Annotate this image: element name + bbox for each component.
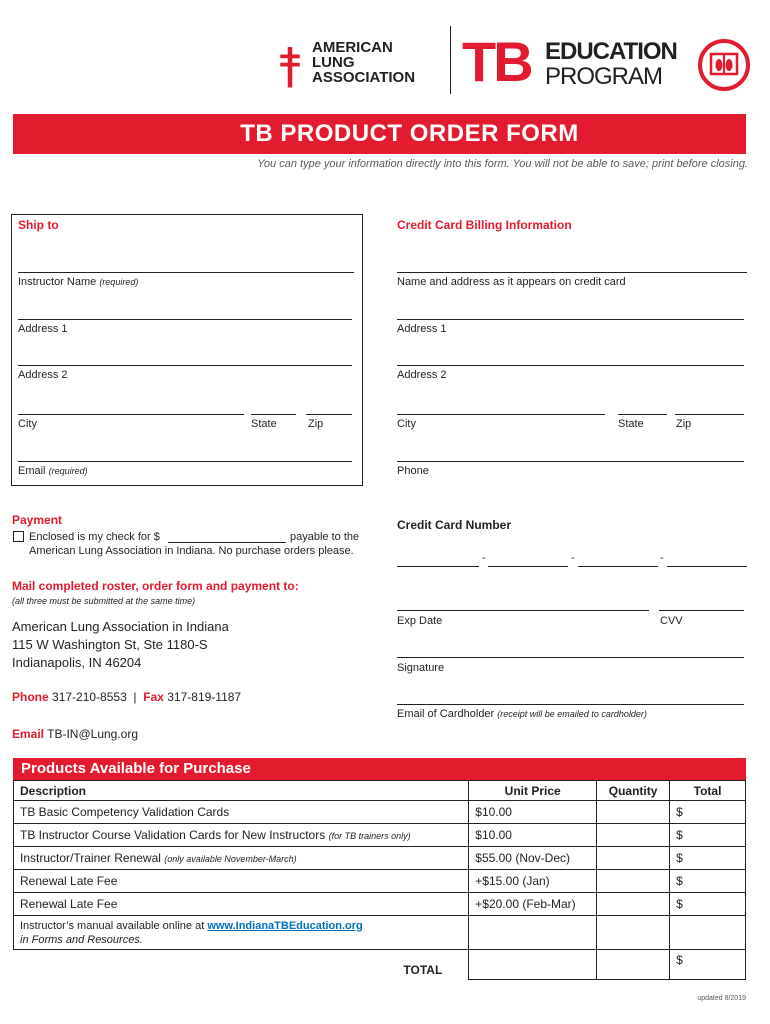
billing-zip-field[interactable]: [675, 414, 744, 415]
products-header-row: [14, 781, 746, 801]
row-total[interactable]: $: [670, 824, 746, 847]
cvv-field[interactable]: [659, 610, 744, 611]
exp-date-label: Exp Date: [397, 615, 443, 627]
card-number-heading: Credit Card Number: [397, 518, 512, 532]
tb-logo-education: EDUCATION: [545, 38, 677, 65]
row-description: Renewal Late Fee: [14, 870, 469, 893]
instructor-name-label: Instructor Name (required): [18, 276, 139, 288]
card-number-group2[interactable]: [488, 566, 568, 567]
col-quantity: Quantity: [597, 781, 670, 801]
card-number-group4[interactable]: [667, 566, 747, 567]
cardholder-email-field[interactable]: [397, 704, 744, 705]
billing-address1-field[interactable]: [397, 319, 744, 320]
ship-to-heading: Ship to: [18, 218, 59, 232]
mail-address: American Lung Association in Indiana 115 W Washington St, Ste 1180-S Indianapolis, IN 46204: [12, 619, 229, 670]
card-dash-1: -: [482, 552, 486, 564]
billing-name-field[interactable]: [397, 272, 747, 273]
billing-state-field[interactable]: [618, 414, 667, 415]
signature-field[interactable]: [397, 657, 744, 658]
table-row: [14, 847, 746, 870]
payment-heading: Payment: [12, 513, 63, 527]
col-description: Description: [14, 781, 469, 801]
billing-state-label: State: [618, 418, 644, 430]
ship-to-box: [11, 214, 363, 486]
billing-name-label: Name and address as it appears on credit card: [397, 276, 626, 288]
contact-email: Email TB-IN@Lung.org: [12, 727, 139, 741]
billing-address2-label: Address 2: [397, 369, 447, 381]
ala-wordmark: AMERICAN LUNG ASSOCIATION: [312, 39, 416, 86]
row-description: Renewal Late Fee: [14, 893, 469, 916]
ship-zip-label: Zip: [308, 418, 324, 430]
updated-date: updated 8/2019: [697, 995, 746, 1002]
mail-heading: Mail completed roster, order form and payment to:: [12, 579, 299, 593]
row-price: $10.00: [469, 801, 597, 824]
signature-label: Signature: [397, 662, 445, 674]
billing-zip-label: Zip: [676, 418, 692, 430]
row-quantity-input[interactable]: [597, 870, 670, 893]
row-total[interactable]: $: [670, 893, 746, 916]
total-label: TOTAL: [14, 950, 469, 980]
billing-city-field[interactable]: [397, 414, 605, 415]
products-table: [13, 780, 746, 980]
ship-state-field[interactable]: [251, 414, 296, 415]
ship-email-label: Email (required): [18, 465, 88, 477]
col-unit-price: Unit Price: [469, 781, 597, 801]
table-row: [14, 824, 746, 847]
check-enclosed-checkbox[interactable]: [13, 531, 24, 542]
ship-city-field[interactable]: [18, 414, 244, 415]
ship-city-label: City: [18, 418, 37, 430]
row-price: +$15.00 (Jan): [469, 870, 597, 893]
grand-total[interactable]: $: [670, 950, 746, 980]
contact-phone-fax: Phone 317-210-8553 | Fax 317-819-1187: [12, 690, 242, 704]
manual-row: [14, 916, 746, 950]
card-dash-2: -: [571, 552, 575, 564]
card-dash-3: -: [660, 552, 664, 564]
row-description: TB Instructor Course Validation Cards for New Instructors (for TB trainers only): [14, 824, 469, 847]
ship-address1-field[interactable]: [18, 319, 352, 320]
check-line-1b: payable to the: [290, 531, 360, 543]
row-quantity-input[interactable]: [597, 847, 670, 870]
lungs-book-seal-icon: [697, 38, 751, 92]
logo-divider: [450, 26, 451, 94]
row-price: $55.00 (Nov-Dec): [469, 847, 597, 870]
row-total[interactable]: $: [670, 847, 746, 870]
row-description: TB Basic Competency Validation Cards: [14, 801, 469, 824]
row-description: Instructor/Trainer Renewal (only available November-March): [14, 847, 469, 870]
ship-address1-label: Address 1: [18, 323, 68, 335]
card-number-group1[interactable]: [397, 566, 479, 567]
row-quantity-input[interactable]: [597, 893, 670, 916]
ship-address2-field[interactable]: [18, 365, 352, 366]
col-total: Total: [670, 781, 746, 801]
tb-logo-program: PROGRAM: [545, 63, 663, 90]
ship-email-field[interactable]: [18, 461, 352, 462]
table-row: [14, 870, 746, 893]
exp-date-field[interactable]: [397, 610, 649, 611]
row-price: $10.00: [469, 824, 597, 847]
table-row: [14, 801, 746, 824]
mail-note: (all three must be submitted at the same time): [12, 596, 196, 606]
billing-heading: Credit Card Billing Information: [397, 218, 572, 232]
ship-state-label: State: [251, 418, 277, 430]
row-price: +$20.00 (Feb-Mar): [469, 893, 597, 916]
row-quantity-input[interactable]: [597, 824, 670, 847]
manual-link[interactable]: www.IndianaTBEducation.org: [207, 919, 363, 932]
billing-phone-field[interactable]: [397, 461, 744, 462]
total-row: [14, 950, 746, 980]
form-title-banner: TB PRODUCT ORDER FORM: [13, 114, 746, 154]
cvv-label: CVV: [660, 615, 683, 627]
products-heading: Products Available for Purchase: [13, 758, 746, 780]
instructor-name-field[interactable]: [18, 272, 354, 273]
billing-city-label: City: [397, 418, 416, 430]
card-number-group3[interactable]: [578, 566, 658, 567]
check-line-2: American Lung Association in Indiana. No purchase orders please.: [29, 545, 354, 557]
ship-address2-label: Address 2: [18, 369, 68, 381]
manual-note: Instructor’s manual available online at www.IndianaTBEducation.org in Forms and Resources.: [14, 916, 469, 950]
row-quantity-input[interactable]: [597, 801, 670, 824]
tb-logo-letters: TB: [462, 30, 531, 93]
row-total[interactable]: $: [670, 801, 746, 824]
lung-association-cross-logo: [275, 40, 305, 96]
billing-address1-label: Address 1: [397, 323, 447, 335]
cardholder-email-label: Email of Cardholder (receipt will be emailed to cardholder): [397, 708, 647, 720]
check-amount-field[interactable]: [168, 542, 286, 543]
row-total[interactable]: $: [670, 870, 746, 893]
check-line-1a: Enclosed is my check for $: [29, 531, 160, 543]
billing-address2-field[interactable]: [397, 365, 744, 366]
form-instructions: You can type your information directly into this form. You will not be able to save; print before closing.: [257, 158, 748, 170]
billing-phone-label: Phone: [397, 465, 429, 477]
table-row: [14, 893, 746, 916]
ship-zip-field[interactable]: [306, 414, 352, 415]
